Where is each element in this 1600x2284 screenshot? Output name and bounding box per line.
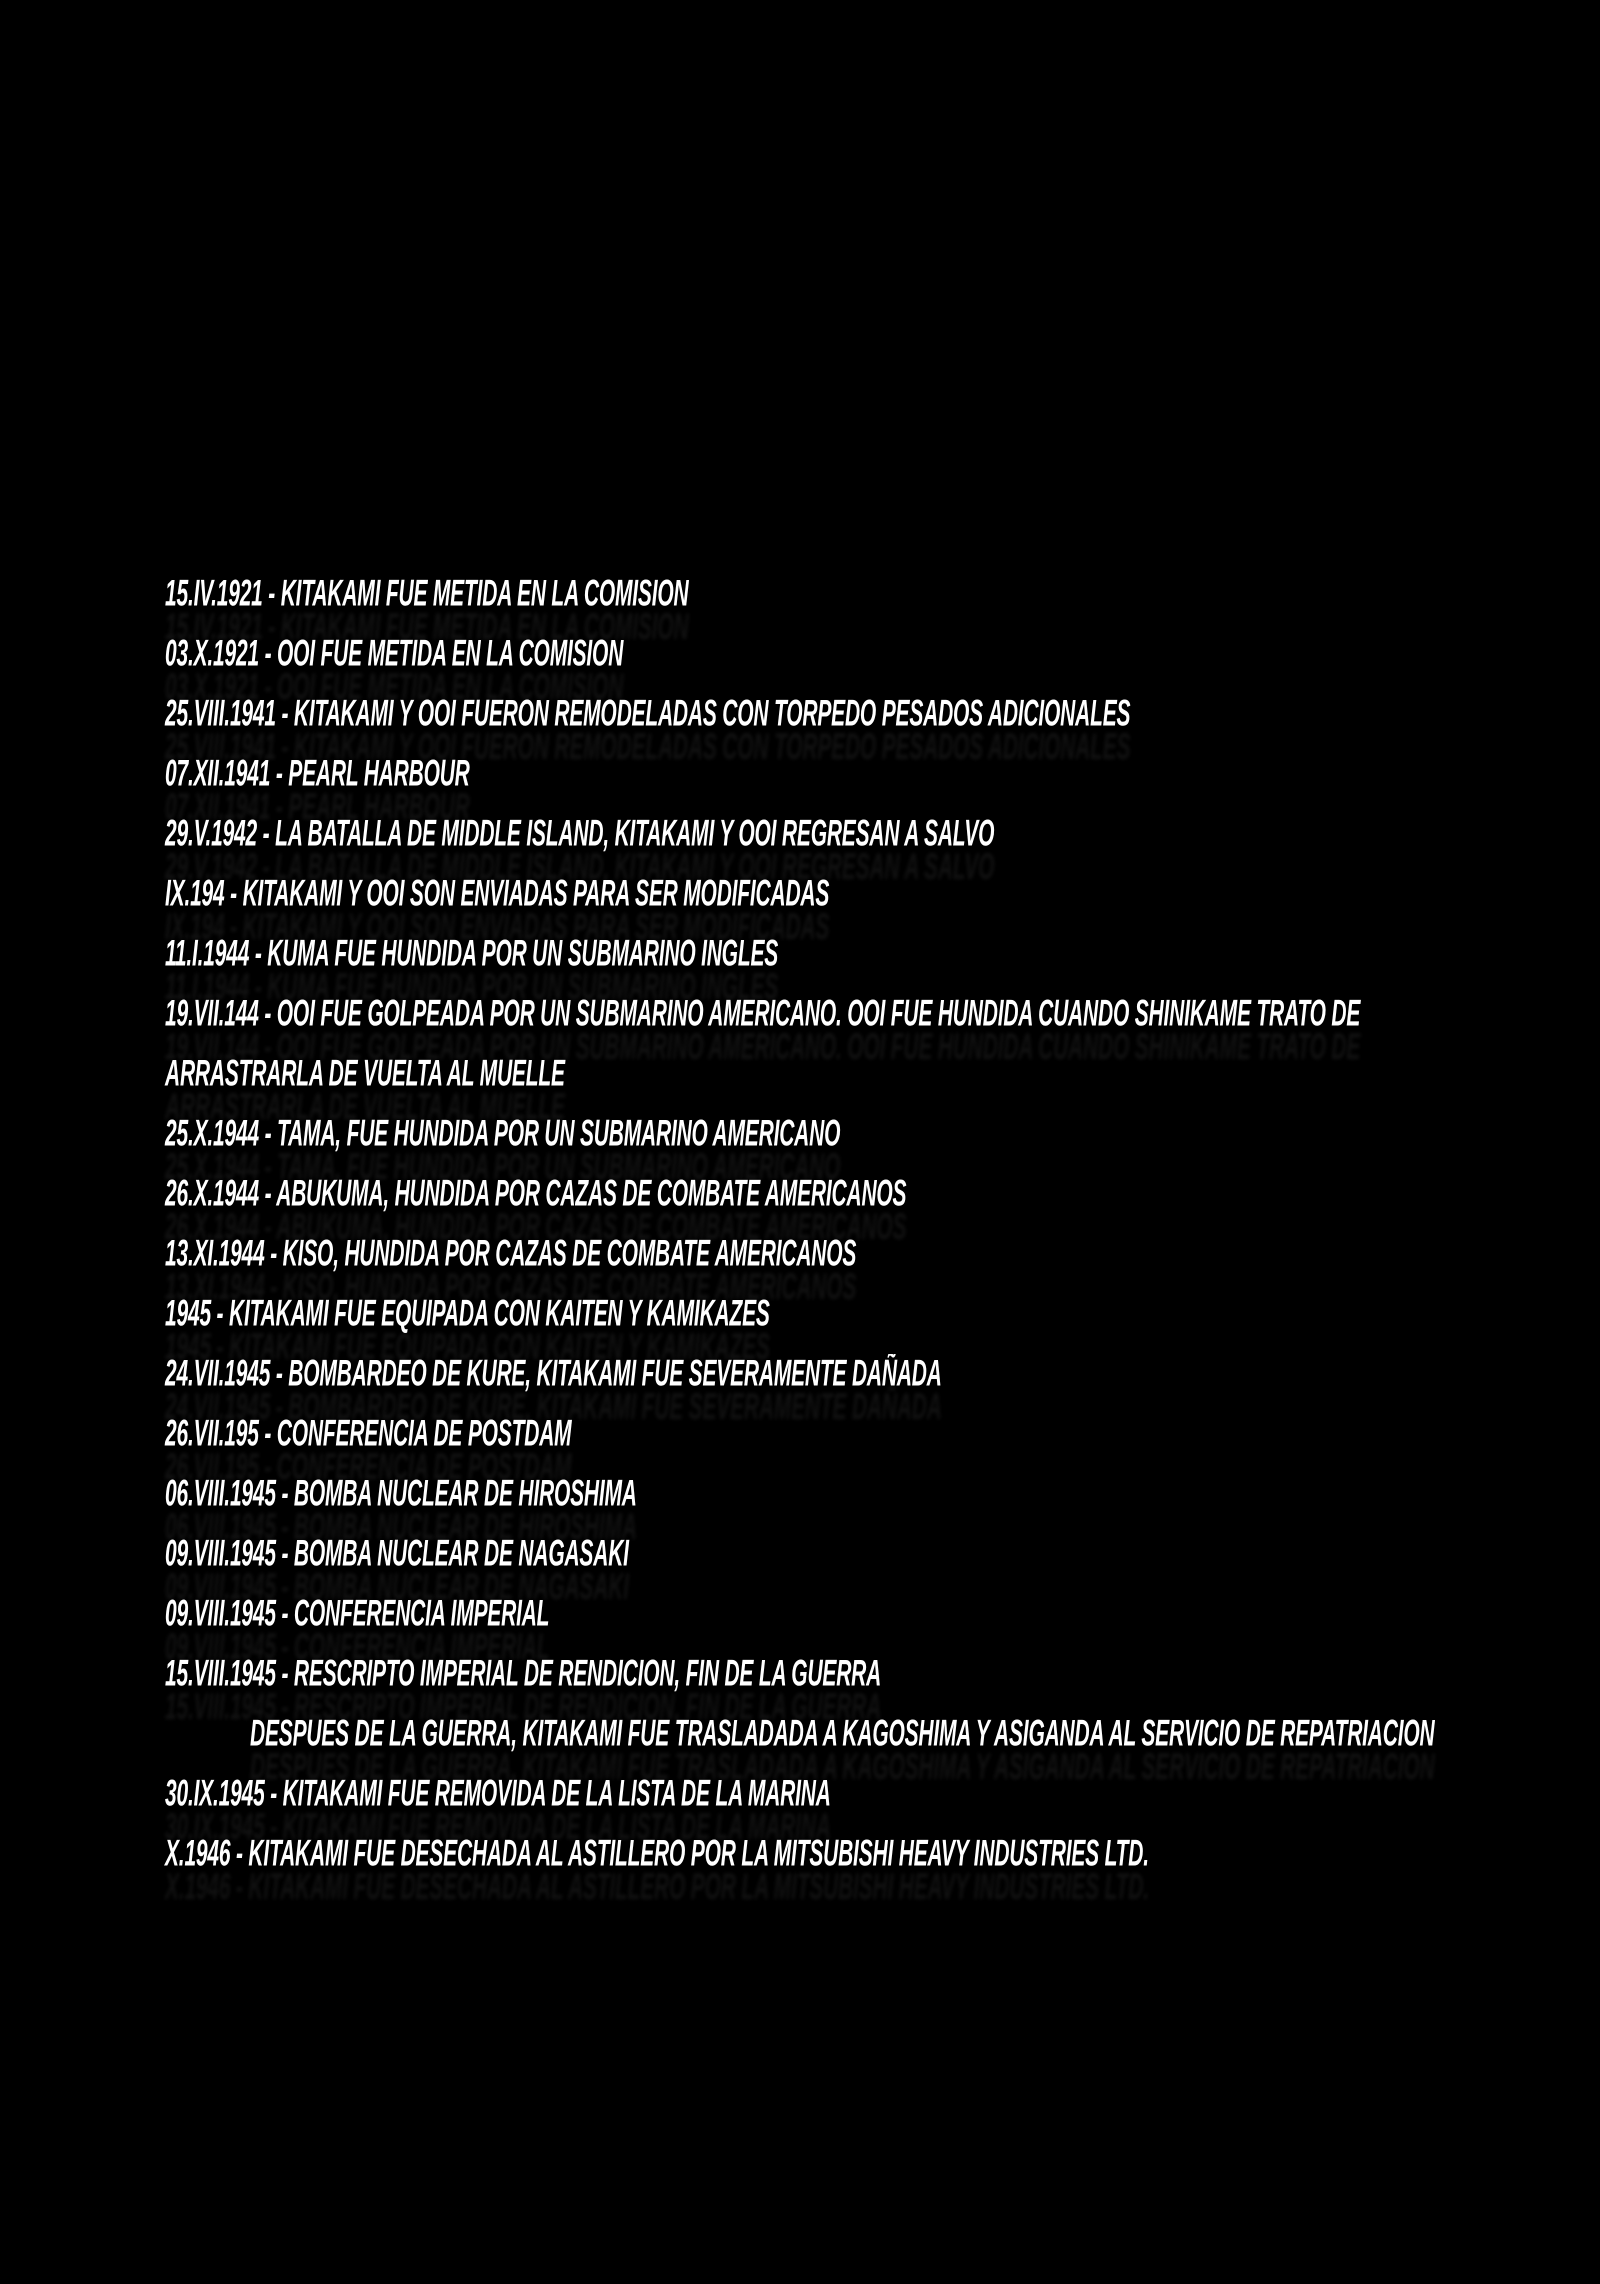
timeline-line: 09.VIII.1945 - CONFERENCIA IMPERIAL [165,1594,550,1635]
timeline-line: 15.IV.1921 - KITAKAMI FUE METIDA EN LA COMISION [165,574,689,615]
timeline-line: 19.VII.144 - OOI FUE GOLPEADA POR UN SUBMARINO AMERICANO. OOI FUE HUNDIDA CUANDO SHINIKAME TRATO DE [165,994,1361,1035]
timeline-line: DESPUES DE LA GUERRA, KITAKAMI FUE TRASLADADA A KAGOSHIMA Y ASIGANDA AL SERVICIO DE REPATRIACION [250,1714,1435,1755]
timeline-line: 06.VIII.1945 - BOMBA NUCLEAR DE HIROSHIMA [165,1474,637,1515]
timeline-line: 26.X.1944 - ABUKUMA, HUNDIDA POR CAZAS DE COMBATE AMERICANOS [165,1174,907,1215]
timeline-line: 25.VIII.1941 - KITAKAMI Y OOI FUERON REMODELADAS CON TORPEDO PESADOS ADICIONALES [165,694,1131,735]
timeline-line: X.1946 - KITAKAMI FUE DESECHADA AL ASTILLERO POR LA MITSUBISHI HEAVY INDUSTRIES LTD. [165,1834,1149,1875]
timeline-line: ARRASTRARLA DE VUELTA AL MUELLE [165,1054,565,1095]
timeline-line: 26.VII.195 - CONFERENCIA DE POSTDAM [165,1414,572,1455]
timeline-line: IX.194 - KITAKAMI Y OOI SON ENVIADAS PARA SER MODIFICADAS [165,874,830,915]
timeline-line: 1945 - KITAKAMI FUE EQUIPADA CON KAITEN Y KAMIKAZES [165,1294,770,1335]
timeline-line: 25.X.1944 - TAMA, FUE HUNDIDA POR UN SUBMARINO AMERICANO [165,1114,841,1155]
timeline-line: 24.VII.1945 - BOMBARDEO DE KURE, KITAKAMI FUE SEVERAMENTE DAÑADA [165,1354,942,1395]
timeline-line: 15.VIII.1945 - RESCRIPTO IMPERIAL DE RENDICION, FIN DE LA GUERRA [165,1654,882,1695]
timeline-line: 11.I.1944 - KUMA FUE HUNDIDA POR UN SUBMARINO INGLES [165,934,779,975]
timeline-line: 03.X.1921 - OOI FUE METIDA EN LA COMISION [165,634,624,675]
timeline-line: 29.V.1942 - LA BATALLA DE MIDDLE ISLAND, KITAKAMI Y OOI REGRESAN A SALVO [165,814,995,855]
timeline-line: 13.XI.1944 - KISO, HUNDIDA POR CAZAS DE COMBATE AMERICANOS [165,1234,857,1275]
timeline-line: 07.XII.1941 - PEARL HARBOUR [165,754,470,795]
timeline-text-block [165,565,1565,1885]
timeline-line: 09.VIII.1945 - BOMBA NUCLEAR DE NAGASAKI [165,1534,629,1575]
timeline-line: 30.IX.1945 - KITAKAMI FUE REMOVIDA DE LA LISTA DE LA MARINA [165,1774,831,1815]
